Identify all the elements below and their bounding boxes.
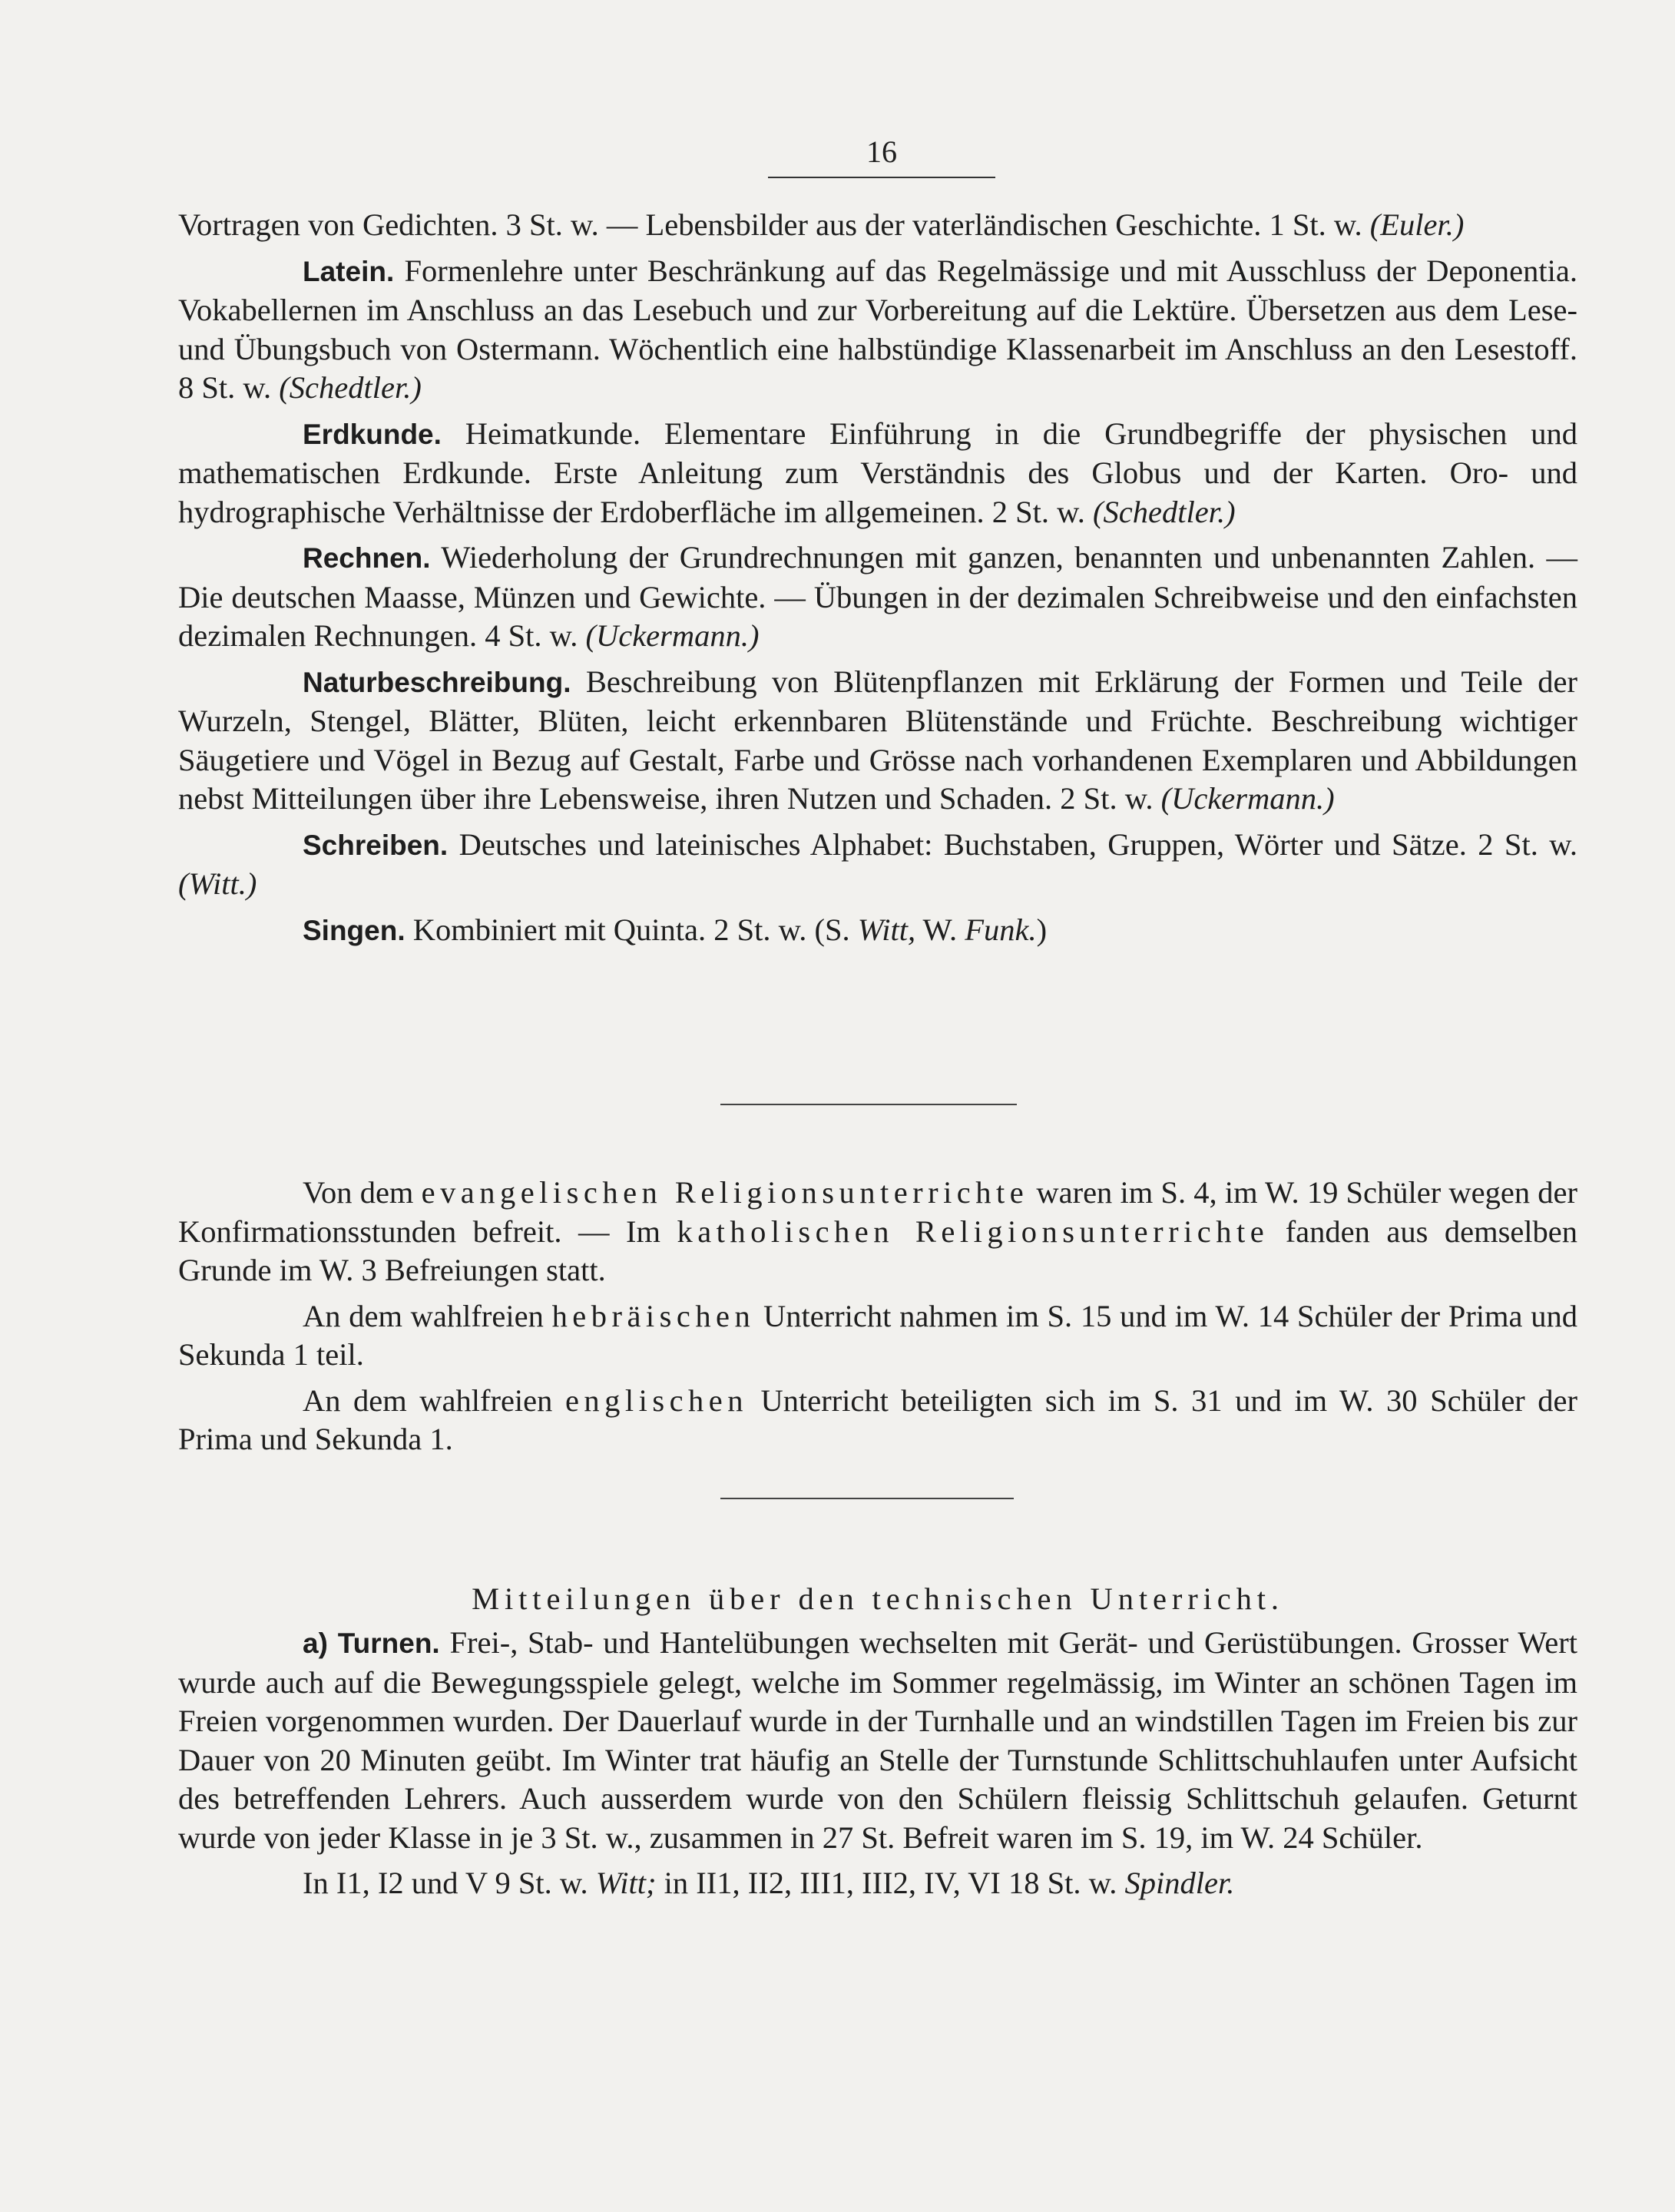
separator-rule: [720, 1498, 1014, 1499]
paragraph-rechnen: Rechnen. Wiederholung der Grundrechnungen mit ganzen, benannten und unbenannten Zahlen. — Die deutschen Maasse, Münzen und Gewichte. — Übungen in der dezimalen Schreibweise und den einfachsten dezimalen Rechnungen. 4 St. w. (Uckermann.): [178, 540, 1577, 653]
paragraph-vortragen: Vortragen von Gedichten. 3 St. w. — Lebensbilder aus der vaterländischen Geschichte. 1 St. w. (Euler.): [178, 207, 1465, 242]
technical-section: [178, 1624, 1577, 1910]
heading-turnen: a) Turnen.: [303, 1628, 440, 1659]
paragraph-erdkunde: Erdkunde. Heimatkunde. Elementare Einführung in die Grundbegriffe der physischen und mathematischen Erdkunde. Erste Anleitung zum Verständnis des Globus und der Karten. Oro- und hydrographische Verhältnisse der Erdoberfläche im allgemeinen. 2 St. w. (Schedtler.): [178, 416, 1577, 529]
paragraph-singen: Singen. Kombiniert mit Quinta. 2 St. w. (S. Witt, W. Funk.): [303, 912, 1048, 947]
page-number: 16: [866, 134, 897, 169]
paragraph-englisch: An dem wahlfreien englischen Unterricht beteiligten sich im S. 31 und im W. 30 Schüler der Prima und Sekunda 1.: [178, 1382, 1578, 1456]
heading-schreiben: Schreiben.: [303, 829, 449, 861]
heading-naturbeschreibung: Naturbeschreibung.: [303, 666, 571, 698]
paragraph-latein: Latein. Formenlehre unter Beschränkung auf das Regelmässige und mit Ausschluss der Deponentia. Vokabellernen im Anschluss an das Lesebuch und zur Vorbereitung auf die Lektüre. Übersetzen aus dem Lese- und Übungsbuch von Ostermann. Wöchentlich eine halbstündige Klassenarbeit im Anschluss an den Lesestoff. 8 St. w. (Schedtler.): [178, 253, 1577, 405]
heading-rechnen: Rechnen.: [303, 542, 431, 574]
heading-erdkunde: Erdkunde.: [303, 418, 442, 450]
paragraph-turnen-stunden: In I1, I2 und V 9 St. w. Witt; in II1, II2, III1, III2, IV, VI 18 St. w. Spindler.: [303, 1866, 1235, 1900]
paragraph-turnen: a) Turnen. Frei-, Stab- und Hantelübungen wechselten mit Gerät- und Gerüstübungen. Grosser Wert wurde auch auf die Bewegungsspiele gelegt, welche im Sommer regelmässig, im Winter an schönen Tagen im Freien vorgenommen wurden. Der Dauerlauf wurde in der Turnhalle und an windstillen Tagen im Freien bis zur Dauer von 20 Minuten geübt. Im Winter trat häufig an Stelle der Turnstunde Schlittschuhlaufen unter Aufsicht des betreffenden Lehrers. Auch ausserdem wurde von den Schülern fleissig Schlittschuh gelaufen. Geturnt wurde von jeder Klasse in je 3 St. w., zusammen in 27 St. Befreit waren im S. 19, im W. 24 Schüler.: [178, 1625, 1578, 1855]
subject-section: [178, 206, 1577, 957]
religion-section: [178, 1174, 1577, 1466]
paragraph-religion: Von dem evangelischen Religionsunterrichte waren im S. 4, im W. 19 Schüler wegen der Konfirmationsstunden befreit. — Im katholischen Religionsunterrichte fanden aus demselben Grunde im W. 3 Befreiungen statt.: [178, 1175, 1578, 1287]
section-title: Mitteilungen über den technischen Unterricht.: [472, 1581, 1284, 1616]
paragraph-schreiben: Schreiben. Deutsches und lateinisches Alphabet: Buchstaben, Gruppen, Wörter und Sätze. 2 St. w. (Witt.): [178, 826, 1577, 901]
heading-singen: Singen.: [303, 914, 406, 946]
separator-rule: [720, 1104, 1017, 1105]
paragraph-hebraeisch: An dem wahlfreien hebräischen Unterricht nahmen im S. 15 und im W. 14 Schüler der Prima und Sekunda 1 teil.: [178, 1298, 1578, 1372]
page-number-rule: [768, 177, 995, 178]
heading-latein: Latein.: [303, 255, 395, 287]
paragraph-naturbeschreibung: Naturbeschreibung. Beschreibung von Blütenpflanzen mit Erklärung der Formen und Teile der Wurzeln, Stengel, Blätter, Blüten, leicht erkennbaren Blütenstände und Früchte. Beschreibung wichtiger Säugetiere und Vögel in Bezug auf Gestalt, Farbe und Grösse nach vorhandenen Exemplaren und Abbildungen nebst Mitteilungen über ihre Lebensweise, ihren Nutzen und Schaden. 2 St. w. (Uckermann.): [178, 664, 1577, 816]
